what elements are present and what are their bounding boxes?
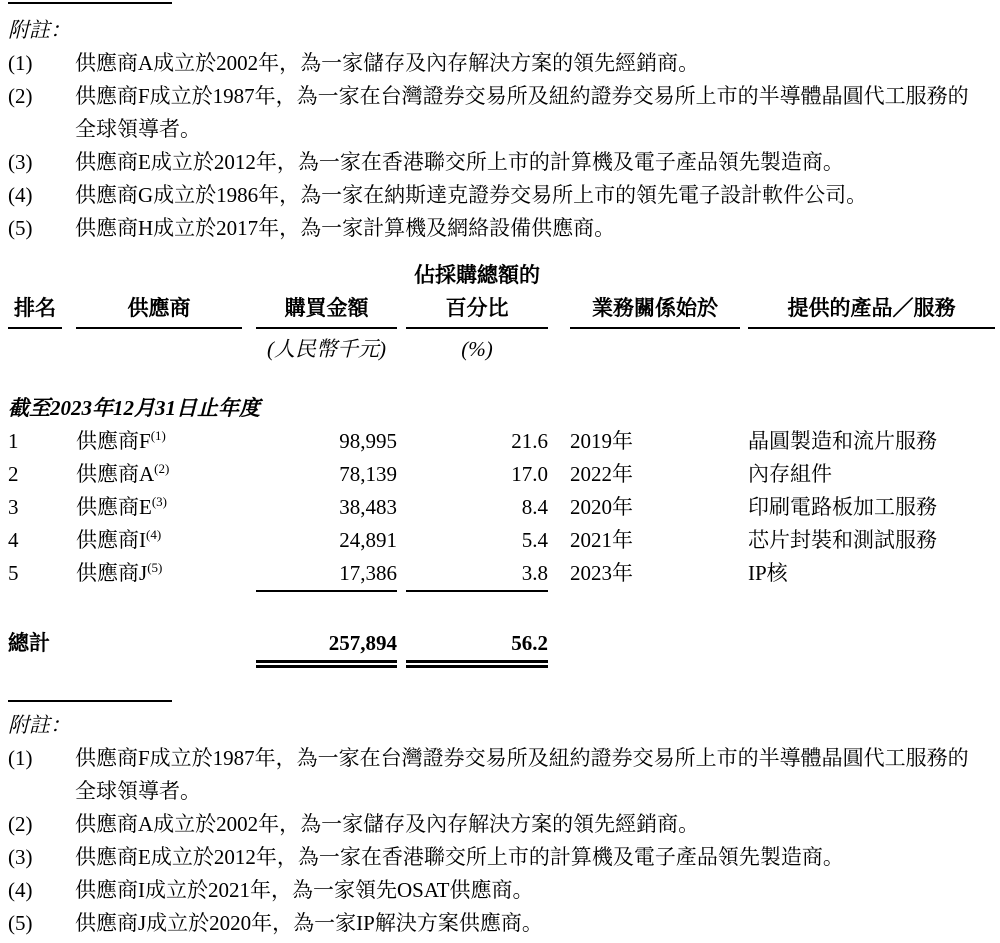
note-number: (5) — [8, 911, 33, 935]
rank-cell: 3 — [8, 495, 19, 519]
note-item — [0, 808, 1000, 841]
period-section-title: 截至2023年12月31日止年度 — [8, 396, 260, 420]
note-item — [0, 907, 1000, 940]
notes-bottom-separator-rule — [8, 700, 172, 702]
note-item — [0, 212, 1000, 245]
supplier-name: 供應商E — [76, 495, 152, 519]
note-item — [0, 179, 1000, 212]
header-percent — [406, 259, 548, 329]
total-percent: 56.2 — [406, 627, 548, 668]
header-rank: 排名 — [8, 292, 62, 329]
header-amount: 購買金額 — [256, 292, 397, 329]
total-amount: 257,894 — [256, 627, 397, 668]
note-number: (2) — [8, 812, 33, 836]
supplier-cell — [76, 557, 242, 592]
note-number: (4) — [8, 183, 33, 207]
supplier-cell — [76, 524, 242, 557]
amount-cell: 24,891 — [339, 528, 397, 552]
percent-cell: 8.4 — [521, 495, 548, 519]
rank-cell: 1 — [8, 429, 19, 453]
footnote-ref: (3) — [151, 494, 167, 509]
table-row — [0, 557, 1000, 592]
note-text: 供應商I成立於2021年，為一家領先OSAT供應商。 — [75, 878, 534, 902]
header-percent-line1: 佔採購總額的 — [414, 263, 540, 287]
amount-cell: 38,483 — [339, 495, 397, 519]
note-item — [0, 841, 1000, 874]
note-number: (1) — [8, 51, 33, 75]
note-number: (2) — [8, 84, 33, 108]
products-cell: IP核 — [748, 561, 788, 585]
percent-cell: 17.0 — [511, 462, 548, 486]
header-supplier: 供應商 — [76, 292, 242, 329]
relationship-start-cell: 2020年 — [570, 495, 633, 519]
note-text: 供應商F成立於1987年，為一家在台灣證券交易所及紐約證券交易所上市的半導體晶圓代工服務的全球領導者。 — [75, 746, 969, 803]
header-percent-line2: 百分比 — [445, 296, 509, 320]
rank-cell: 2 — [8, 462, 19, 486]
rank-cell: 5 — [8, 561, 19, 585]
supplier-name: 供應商A — [76, 462, 155, 486]
note-number: (1) — [8, 746, 33, 770]
note-text: 供應商F成立於1987年，為一家在台灣證券交易所及紐約證券交易所上市的半導體晶圓代工服務的全球領導者。 — [75, 84, 969, 141]
supplier-cell — [76, 425, 242, 458]
rank-cell: 4 — [8, 528, 19, 552]
table-row — [0, 425, 1000, 458]
footnote-ref: (4) — [146, 527, 162, 542]
supplier-name: 供應商J — [76, 561, 148, 585]
note-number: (4) — [8, 878, 33, 902]
table-row — [0, 491, 1000, 524]
table-header-row — [0, 259, 1000, 329]
note-text: 供應商J成立於2020年，為一家IP解決方案供應商。 — [75, 911, 543, 935]
note-text: 供應商E成立於2012年，為一家在香港聯交所上市的計算機及電子產品領先製造商。 — [75, 150, 844, 174]
notes-bottom-label: 附註： — [8, 713, 71, 737]
note-text: 供應商G成立於1986年，為一家在納斯達克證券交易所上市的領先電子設計軟件公司。 — [75, 183, 868, 207]
notes-bottom-section — [0, 700, 1000, 940]
relationship-start-cell: 2023年 — [570, 561, 633, 585]
total-label: 總計 — [8, 631, 50, 655]
supplier-name: 供應商F — [76, 429, 151, 453]
note-item — [0, 146, 1000, 179]
note-item — [0, 47, 1000, 80]
table-units-row — [0, 329, 1000, 366]
products-cell: 芯片封裝和測試服務 — [748, 528, 937, 552]
notes-top-separator-rule — [8, 2, 172, 4]
percent-cell: 3.8 — [406, 557, 548, 592]
footnote-ref: (2) — [154, 461, 170, 476]
products-cell: 晶圓製造和流片服務 — [748, 429, 937, 453]
note-item — [0, 742, 1000, 808]
top-suppliers-table — [0, 259, 1000, 668]
note-item — [0, 80, 1000, 146]
amount-cell: 78,139 — [339, 462, 397, 486]
relationship-start-cell: 2019年 — [570, 429, 633, 453]
percent-cell: 5.4 — [521, 528, 548, 552]
footnote-ref: (5) — [147, 560, 163, 575]
amount-cell: 17,386 — [256, 557, 397, 592]
note-number: (3) — [8, 845, 33, 869]
products-cell: 內存組件 — [748, 462, 832, 486]
note-text: 供應商A成立於2002年，為一家儲存及內存解決方案的領先經銷商。 — [75, 812, 700, 836]
percent-unit: (%) — [461, 337, 493, 361]
amount-unit: (人民幣千元) — [267, 337, 386, 361]
note-text: 供應商E成立於2012年，為一家在香港聯交所上市的計算機及電子產品領先製造商。 — [75, 845, 844, 869]
relationship-start-cell: 2021年 — [570, 528, 633, 552]
header-products: 提供的產品／服務 — [748, 292, 995, 329]
header-relationship-start: 業務關係始於 — [570, 292, 740, 329]
footnote-ref: (1) — [150, 428, 166, 443]
note-number: (3) — [8, 150, 33, 174]
supplier-cell — [76, 491, 242, 524]
supplier-name: 供應商I — [76, 528, 146, 552]
amount-cell: 98,995 — [339, 429, 397, 453]
notes-top-label: 附註： — [8, 18, 71, 42]
relationship-start-cell: 2022年 — [570, 462, 633, 486]
supplier-cell — [76, 458, 242, 491]
table-row — [0, 458, 1000, 491]
notes-top-section — [0, 2, 1000, 245]
products-cell: 印刷電路板加工服務 — [748, 495, 937, 519]
note-text: 供應商H成立於2017年，為一家計算機及網絡設備供應商。 — [75, 216, 616, 240]
percent-cell: 21.6 — [511, 429, 548, 453]
note-number: (5) — [8, 216, 33, 240]
note-text: 供應商A成立於2002年，為一家儲存及內存解決方案的領先經銷商。 — [75, 51, 700, 75]
note-item — [0, 874, 1000, 907]
table-row — [0, 524, 1000, 557]
table-total-row — [0, 627, 1000, 668]
